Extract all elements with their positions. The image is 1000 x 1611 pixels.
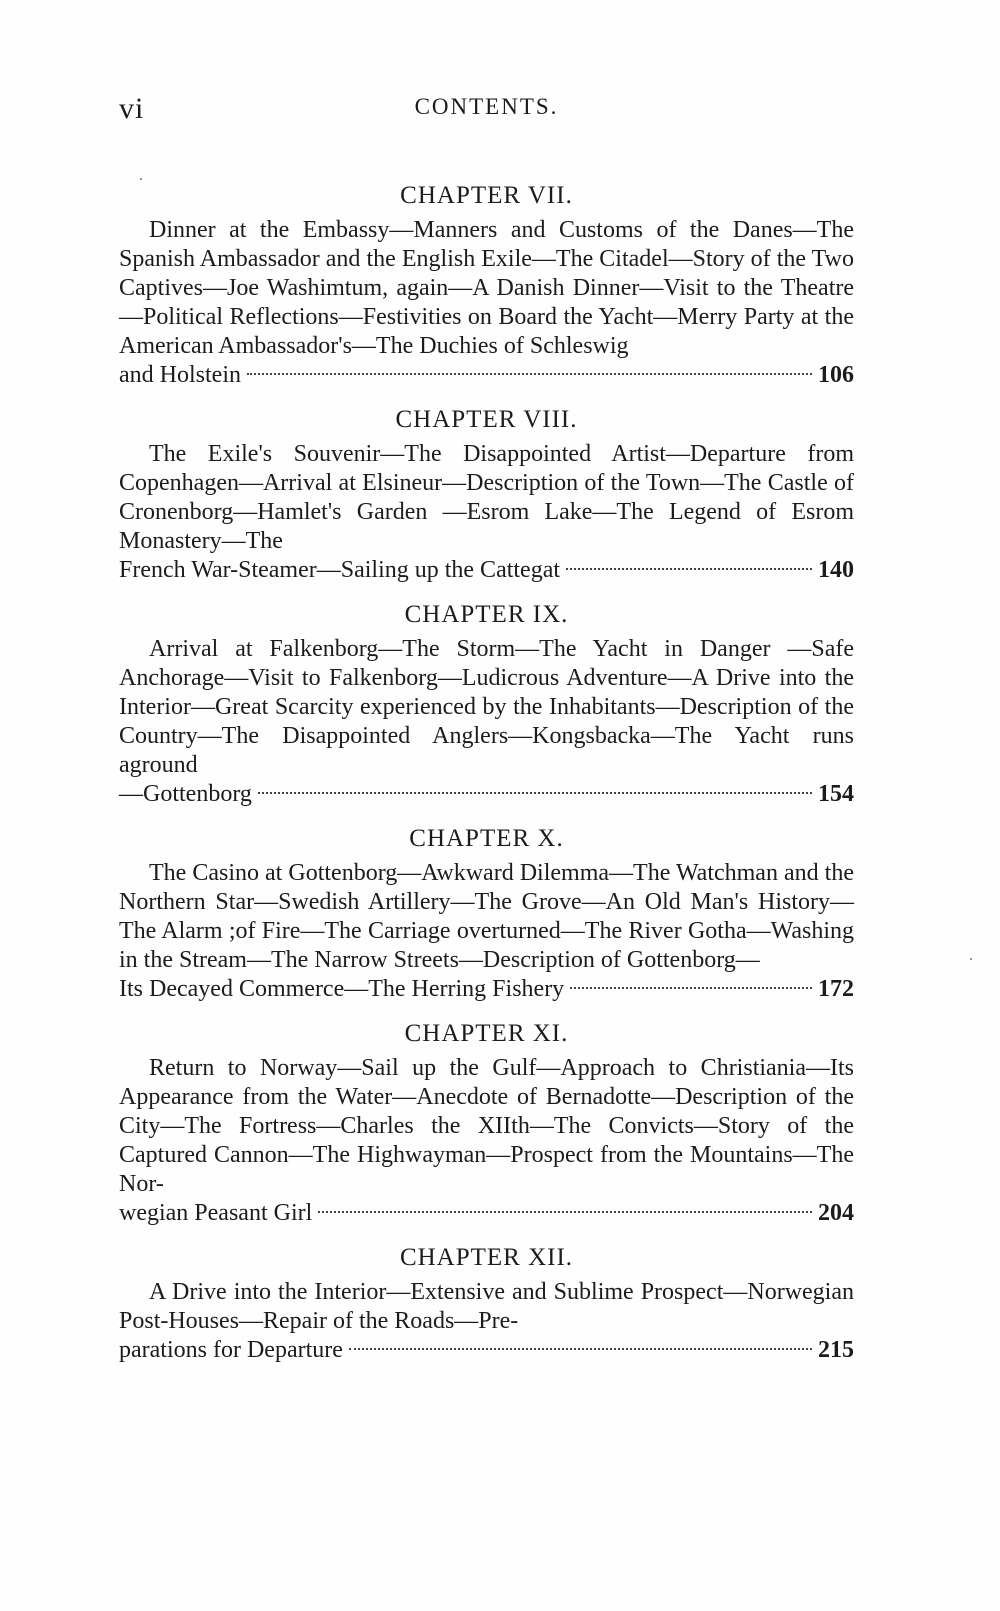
- page-title: CONTENTS.: [414, 94, 559, 119]
- chapter-summary: The Exile's Souvenir—The Disappointed Artist—Departure from Copenhagen—Arrival at Elsineur—Description of the Town—The Castle of Cronenborg—Hamlet's Garden —Esrom Lake—The Legend of Esrom Monastery—The: [119, 441, 854, 554]
- chapter-heading: CHAPTER IX.: [404, 601, 569, 628]
- dot-leader: [570, 987, 812, 989]
- chapter-entry-ix: [119, 597, 854, 809]
- chapter-entry-xii: [119, 1240, 854, 1365]
- chapter-entry-vii: [119, 178, 854, 390]
- chapter-entry-x: [119, 821, 854, 1004]
- dot-leader: [349, 1348, 812, 1350]
- toc-line-end: [119, 361, 854, 390]
- paper-speck: [140, 178, 142, 180]
- chapter-summary-tail: French War-Steamer—Sailing up the Cattegat: [119, 557, 561, 583]
- toc-line-end: [119, 556, 854, 585]
- dot-leader: [247, 373, 812, 375]
- chapter-heading: CHAPTER XI.: [404, 1020, 569, 1047]
- page-number: 154: [818, 781, 854, 807]
- toc-line-end: [119, 1199, 854, 1228]
- chapter-summary-tail: parations for Departure: [119, 1337, 343, 1363]
- chapter-summary: Dinner at the Embassy—Manners and Customs of the Danes—The Spanish Ambassador and the English Exile—The Citadel—Story of the Two Captives—Joe Washimtum, again—A Danish Dinner—Visit to the Theatre—Political Reflections—Festivities on Board the Yacht—Merry Party at the American Ambassador's—The Duchies of Schleswig: [119, 217, 854, 359]
- dot-leader: [258, 792, 812, 794]
- running-head: [119, 92, 854, 132]
- page-number: 204: [818, 1200, 854, 1226]
- page-number: 215: [818, 1337, 854, 1363]
- page-number: 172: [818, 976, 854, 1002]
- page-number: 106: [818, 362, 854, 388]
- toc-line-end: [119, 1336, 854, 1365]
- chapter-entry-xi: [119, 1016, 854, 1228]
- dot-leader: [318, 1211, 812, 1213]
- dot-leader: [566, 568, 812, 570]
- chapter-heading: CHAPTER VIII.: [395, 406, 578, 433]
- table-of-contents: [119, 178, 854, 1377]
- chapter-heading: CHAPTER XII.: [399, 1244, 574, 1271]
- paper-speck: [970, 958, 972, 960]
- chapter-summary-tail: wegian Peasant Girl: [119, 1200, 313, 1226]
- chapter-summary-tail: and Holstein: [119, 362, 241, 388]
- chapter-heading: CHAPTER X.: [409, 825, 564, 852]
- chapter-summary: The Casino at Gottenborg—Awkward Dilemma—The Watchman and the Northern Star—Swedish Artillery—The Grove—An Old Man's History—The Alarm ;of Fire—The Carriage overturned—The River Gotha—Washing in the Stream—The Narrow Streets—Description of Gottenborg—: [119, 860, 854, 973]
- chapter-entry-viii: [119, 402, 854, 585]
- chapter-summary: Return to Norway—Sail up the Gulf—Approach to Christiania—Its Appearance from the Water—Anecdote of Bernadotte—Description of the City—The Fortress—Charles the XIIth—The Convicts—Story of the Captured Cannon—The Highwayman—Prospect from the Mountains—The Nor-: [119, 1055, 854, 1197]
- chapter-summary-tail: Its Decayed Commerce—The Herring Fishery: [119, 976, 565, 1002]
- page-number: 140: [818, 557, 854, 583]
- chapter-heading: CHAPTER VII.: [400, 182, 573, 209]
- chapter-summary: Arrival at Falkenborg—The Storm—The Yacht in Danger —Safe Anchorage—Visit to Falkenborg—Ludicrous Adventure—A Drive into the Interior—Great Scarcity experienced by the Inhabitants—Description of the Country—The Disappointed Anglers—Kongsbacka—The Yacht runs aground: [119, 636, 854, 778]
- chapter-summary: A Drive into the Interior—Extensive and Sublime Prospect—Norwegian Post-Houses—Repair of the Roads—Pre-: [119, 1279, 854, 1334]
- toc-line-end: [119, 780, 854, 809]
- toc-line-end: [119, 975, 854, 1004]
- page-folio: vi: [119, 92, 145, 125]
- chapter-summary-tail: —Gottenborg: [119, 781, 252, 807]
